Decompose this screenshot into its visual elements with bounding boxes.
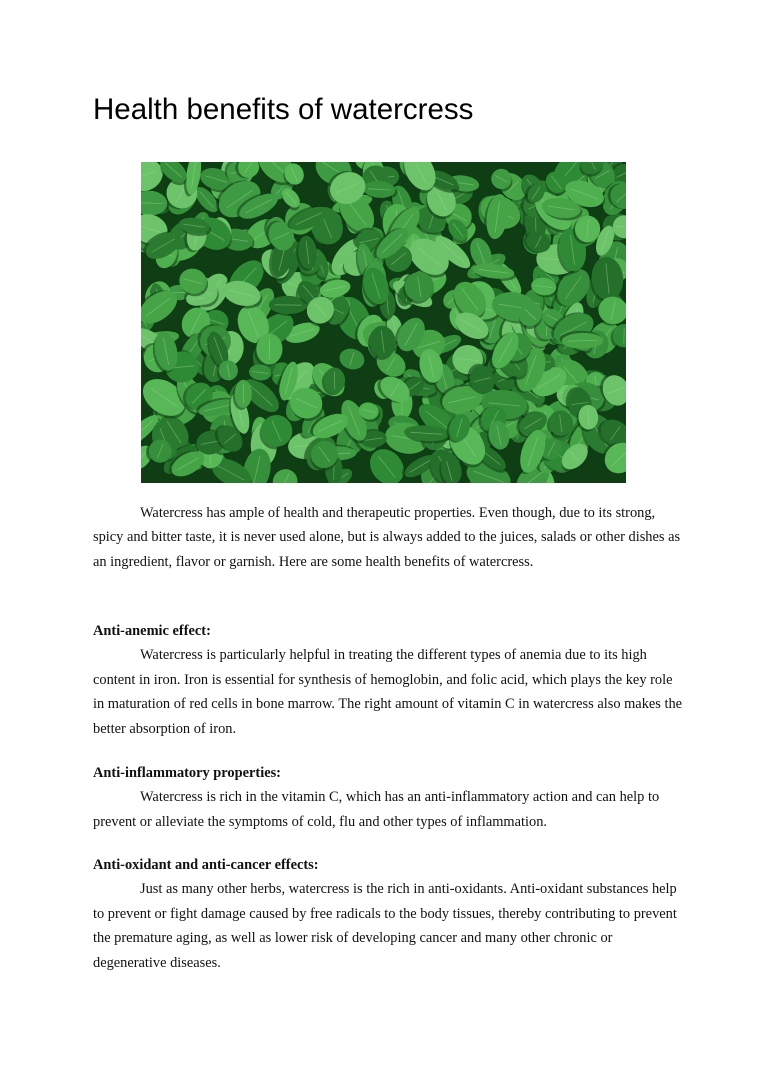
section-anti-anemic xyxy=(93,619,683,741)
section-heading: Anti-inflammatory properties: xyxy=(93,765,281,781)
intro-section xyxy=(93,501,683,574)
leaf-cluster xyxy=(141,162,626,483)
section-paragraph: Just as many other herbs, watercress is the rich in anti-oxidants. Anti-oxidant substances help to prevent or fight damage caused by free radicals to the body tissues, thereby contributing to prevent the premature aging, as well as lower risk of developing cancer and many other chronic or degenerative diseases. xyxy=(93,881,677,971)
watercress-photo xyxy=(141,162,626,483)
section-heading: Anti-oxidant and anti-cancer effects: xyxy=(93,857,319,873)
leaf-vein xyxy=(616,227,626,228)
section-anti-oxidant xyxy=(93,853,683,975)
section-heading: Anti-anemic effect: xyxy=(93,623,211,639)
section-paragraph: Watercress is particularly helpful in treating the different types of anemia due to its high content in iron. Iron is essential for synthesis of hemoglobin, and folic acid, which plays the key role in maturation of red cells in bone marrow. The right amount of vitamin C in watercress also makes the better absorption of iron. xyxy=(93,647,683,737)
watercress-leaves-image xyxy=(141,162,626,483)
page-title: Health benefits of watercress xyxy=(93,93,474,126)
section-anti-inflammatory xyxy=(93,761,683,834)
section-paragraph: Watercress is rich in the vitamin C, which has an anti-inflammatory action and can help to prevent or alleviate the symptoms of cold, flu and other types of inflammation. xyxy=(93,789,660,830)
intro-paragraph: Watercress has ample of health and therapeutic properties. Even though, due to its strong, spicy and bitter taste, it is never used alone, but is always added to the juices, salads or other dishes as an ingredient, flavor or garnish. Here are some health benefits of watercress. xyxy=(93,505,681,570)
